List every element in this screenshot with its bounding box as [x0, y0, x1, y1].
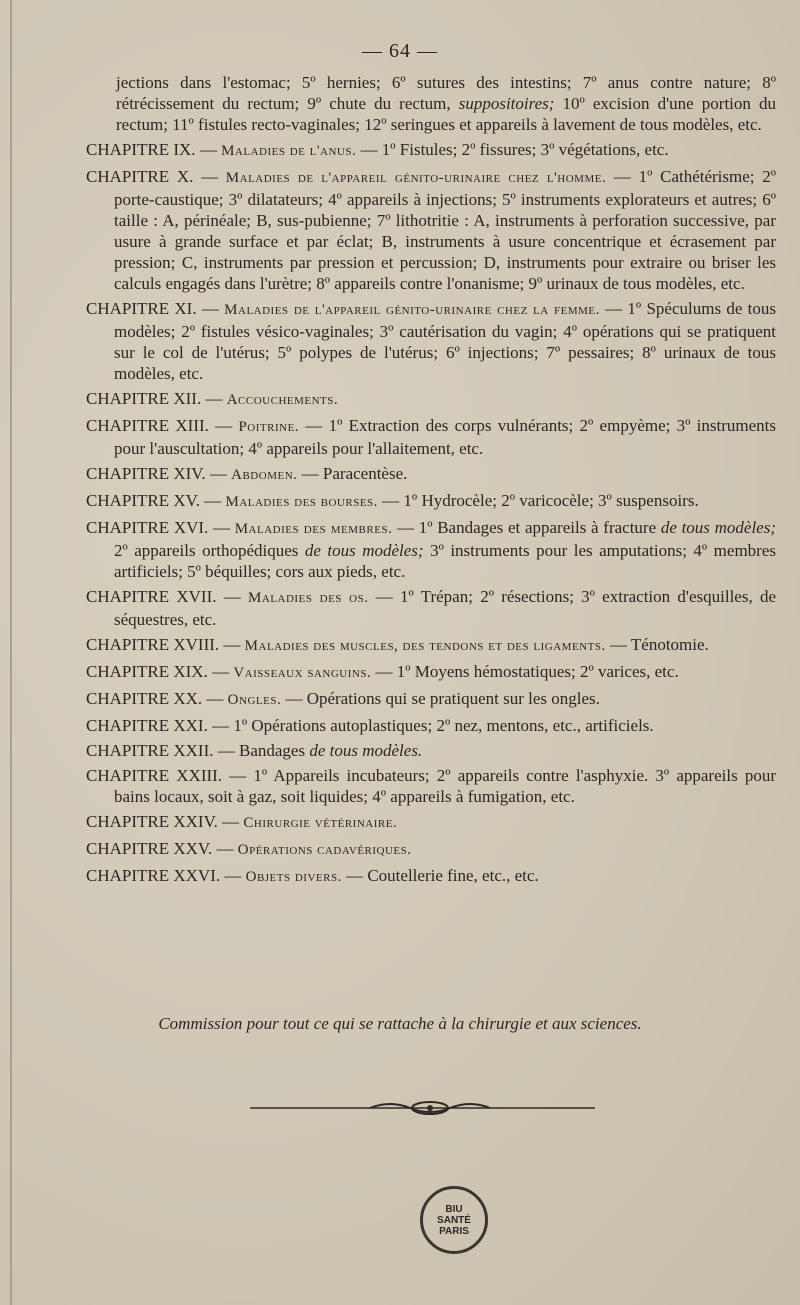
intro-paragraph	[86, 72, 776, 135]
page-edge-line	[10, 0, 12, 1305]
chapter-text: 3º instruments pour les amputations; 4º membres artificiels; 5º béquilles; cors aux pieds, etc.	[114, 541, 776, 581]
chapter-text: — 1º Moyens hémostatiques; 2º varices, etc.	[371, 662, 679, 681]
chapter-text: — 1º Cathétérisme; 2º porte-caustique; 3º dilatateurs; 4º appareils à injections; 5º instruments explorateurs et autres; 6º taille : A, périnéale; B, sus-pubienne; 7º lithotritie : A, instruments à perforation successive, par usure à grande surface et par éclat; B, instruments à usure concentrique et écrasement par pression; C, instruments par pression et percussion; D, instruments pour extraire ou briser les calculs engagés dans l'urètre; 8º appareils contre l'onanisme; 9º urinaux de tous modèles, etc.	[114, 167, 776, 293]
chapter-number: CHAPITRE XVIII.	[86, 635, 220, 654]
chapter-number: CHAPITRE XI.	[86, 299, 197, 318]
chapter-entry: CHAPITRE XVI. — Maladies des membres. — 1º Bandages et appareils à fracture de tous modèles; 2º appareils orthopédiques de tous modèles; 3º instruments pour les amputations; 4º membres artificiels; 5º béquilles; cors aux pieds, etc.	[86, 518, 776, 581]
commission-note: Commission pour tout ce qui se rattache à la chirurgie et aux sciences.	[158, 1014, 642, 1033]
chapter-number: CHAPITRE XII.	[86, 389, 202, 408]
chapter-entry: CHAPITRE XXV. — Opérations cadavériques.	[86, 839, 412, 858]
chapter-number: CHAPITRE XIX.	[86, 662, 208, 681]
chapter-number: CHAPITRE XIII.	[86, 416, 209, 435]
chapter-number: CHAPITRE XXIII.	[86, 766, 223, 785]
chapter-list	[86, 139, 776, 888]
chapter-number: CHAPITRE XXI.	[86, 716, 208, 735]
chapter-entry: CHAPITRE XIX. — Vaisseaux sanguins. — 1º Moyens hémostatiques; 2º varices, etc.	[86, 662, 679, 681]
chapter-title: Maladies des os.	[248, 590, 369, 606]
chapter-entry: CHAPITRE X. — Maladies de l'appareil génito-urinaire chez l'homme. — 1º Cathétérisme; 2º porte-caustique; 3º dilatateurs; 4º appareils à injections; 5º instruments explorateurs et autres; 6º taille : A, périnéale; B, sus-pubienne; 7º lithotritie : A, instruments à perforation successive, par usure à grande surface et par éclat; B, instruments à usure concentrique et écrasement par pression; C, instruments par pression et percussion; D, instruments pour extraire ou briser les calculs engagés dans l'urètre; 8º appareils contre l'onanisme; 9º urinaux de tous modèles, etc.	[86, 167, 776, 293]
stamp-line-2: SANTÉ	[437, 1214, 471, 1226]
chapter-text: — 1º Fistules; 2º fissures; 3º végétations, etc.	[356, 140, 669, 159]
chapter-text: 2º appareils orthopédiques	[114, 541, 305, 560]
chapter-title: Vaisseaux sanguins.	[233, 665, 372, 681]
chapter-title: Accouchements.	[226, 392, 339, 408]
chapter-italic: de tous modèles.	[309, 741, 423, 760]
intro-italic: suppositoires;	[458, 94, 555, 113]
page-number: — 64 —	[362, 40, 438, 62]
chapter-text: — 1º Bandages et appareils à fracture	[392, 518, 661, 537]
chapter-title: Chirurgie vétérinaire.	[243, 815, 398, 831]
chapter-title: Maladies de l'appareil génito-urinaire chez l'homme.	[225, 170, 607, 186]
stamp-line-1: BIU	[445, 1203, 463, 1215]
decorative-rule-ornament	[250, 1100, 595, 1116]
chapter-entry: CHAPITRE XV. — Maladies des bourses. — 1º Hydrocèle; 2º varicocèle; 3º suspensoirs.	[86, 491, 699, 510]
chapter-italic: de tous modèles;	[304, 541, 424, 560]
chapter-title: Opérations cadavériques.	[237, 842, 412, 858]
chapter-number: CHAPITRE XXII.	[86, 741, 214, 760]
chapter-number: CHAPITRE XXIV.	[86, 812, 218, 831]
chapter-text: 1º Appareils incubateurs; 2º appareils contre l'asphyxie. 3º appareils pour bains locaux, soit à gaz, soit liquides; 4º appareils à fumigation, etc.	[114, 766, 777, 806]
chapter-text: — Coutellerie fine, etc., etc.	[341, 866, 539, 885]
chapter-text: — 1º Extraction des corps vulnérants; 2º empyème; 3º instruments pour l'auscultation; 4º appareils pour l'allaitement, etc.	[114, 416, 777, 458]
chapter-number: CHAPITRE X.	[86, 167, 194, 186]
chapter-number: CHAPITRE XX.	[86, 689, 203, 708]
chapter-entry: CHAPITRE XVII. — Maladies des os. — 1º Trépan; 2º résections; 3º extraction d'esquilles, de séquestres, etc.	[86, 587, 776, 629]
chapter-number: CHAPITRE XV.	[86, 491, 200, 510]
chapter-number: CHAPITRE XIV.	[86, 464, 206, 483]
chapter-entry: CHAPITRE XXIV. — Chirurgie vétérinaire.	[86, 812, 398, 831]
chapter-entry: CHAPITRE XXVI. — Objets divers. — Coutellerie fine, etc., etc.	[86, 866, 539, 885]
chapter-entry: CHAPITRE XVIII. — Maladies des muscles, des tendons et des ligaments. — Ténotomie.	[86, 635, 709, 654]
chapter-number: CHAPITRE XVII.	[86, 587, 217, 606]
chapter-entry: CHAPITRE XXIII. — 1º Appareils incubateurs; 2º appareils contre l'asphyxie. 3º appareils pour bains locaux, soit à gaz, soit liquides; 4º appareils à fumigation, etc.	[86, 766, 777, 806]
chapter-text: — 1º Trépan; 2º résections; 3º extraction d'esquilles, de séquestres, etc.	[114, 587, 776, 629]
chapter-title: Maladies des muscles, des tendons et des ligaments.	[244, 638, 606, 654]
document-body	[86, 72, 776, 888]
stamp-line-3: PARIS	[439, 1225, 469, 1237]
chapter-text: Bandages	[239, 741, 310, 760]
chapter-entry: CHAPITRE XIII. — Poitrine. — 1º Extraction des corps vulnérants; 2º empyème; 3º instruments pour l'auscultation; 4º appareils pour l'allaitement, etc.	[86, 416, 777, 458]
intro-text-2: 10º excision d'une portion du rectum; 11º fistules recto-vaginales; 12º seringues et appareils à lavement de tous modèles, etc.	[116, 94, 776, 134]
chapter-text: — Ténotomie.	[605, 635, 709, 654]
chapter-entry: CHAPITRE XXII. — Bandages de tous modèles.	[86, 741, 423, 760]
chapter-entry: CHAPITRE XIV. — Abdomen. — Paracentèse.	[86, 464, 408, 483]
chapter-number: CHAPITRE XVI.	[86, 518, 209, 537]
chapter-entry: CHAPITRE XI. — Maladies de l'appareil génito-urinaire chez la femme. — 1º Spéculums de tous modèles; 2º fistules vésico-vaginales; 3º cautérisation du vagin; 4º opérations qui se pratiquent sur le col de l'utérus; 5º polypes de l'utérus; 6º injections; 7º pessaires; 8º urinaux de tous modèles, etc.	[86, 299, 777, 383]
chapter-title: Poitrine.	[238, 419, 300, 435]
chapter-title: Abdomen.	[231, 467, 298, 483]
chapter-title: Maladies de l'appareil génito-urinaire chez la femme.	[224, 302, 600, 318]
chapter-text: 1º Opérations autoplastiques; 2º nez, mentons, etc., artificiels.	[233, 716, 654, 735]
chapter-title: Ongles.	[227, 692, 282, 708]
chapter-title: Maladies des bourses.	[225, 494, 378, 510]
chapter-text: — Paracentèse.	[297, 464, 408, 483]
chapter-entry: CHAPITRE XXI. — 1º Opérations autoplastiques; 2º nez, mentons, etc., artificiels.	[86, 716, 654, 735]
chapter-text: — 1º Hydrocèle; 2º varicocèle; 3º suspensoirs.	[377, 491, 699, 510]
chapter-italic: de tous modèles;	[660, 518, 776, 537]
chapter-number: CHAPITRE XXV.	[86, 839, 213, 858]
chapter-title: Objets divers.	[245, 869, 342, 885]
chapter-number: CHAPITRE XXVI.	[86, 866, 221, 885]
chapter-title: Maladies de l'anus.	[221, 143, 357, 159]
intro-text: jections dans l'estomac; 5º hernies; 6º sutures des intestins; 7º anus contre nature; 8º rétrécissement du rectum; 9º chute du rectum,	[116, 73, 776, 113]
chapter-entry: CHAPITRE XII. — Accouchements.	[86, 389, 339, 408]
chapter-text: — 1º Spéculums de tous modèles; 2º fistules vésico-vaginales; 3º cautérisation du vagin; 4º opérations qui se pratiquent sur le col de l'utérus; 5º polypes de l'utérus; 6º injections; 7º pessaires; 8º urinaux de tous modèles, etc.	[114, 299, 777, 383]
library-stamp	[420, 1186, 488, 1254]
chapter-title: Maladies des membres.	[234, 521, 393, 537]
chapter-text: — Opérations qui se pratiquent sur les ongles.	[281, 689, 600, 708]
chapter-entry: CHAPITRE IX. — Maladies de l'anus. — 1º Fistules; 2º fissures; 3º végétations, etc.	[86, 140, 669, 159]
chapter-number: CHAPITRE IX.	[86, 140, 196, 159]
chapter-entry: CHAPITRE XX. — Ongles. — Opérations qui se pratiquent sur les ongles.	[86, 689, 600, 708]
